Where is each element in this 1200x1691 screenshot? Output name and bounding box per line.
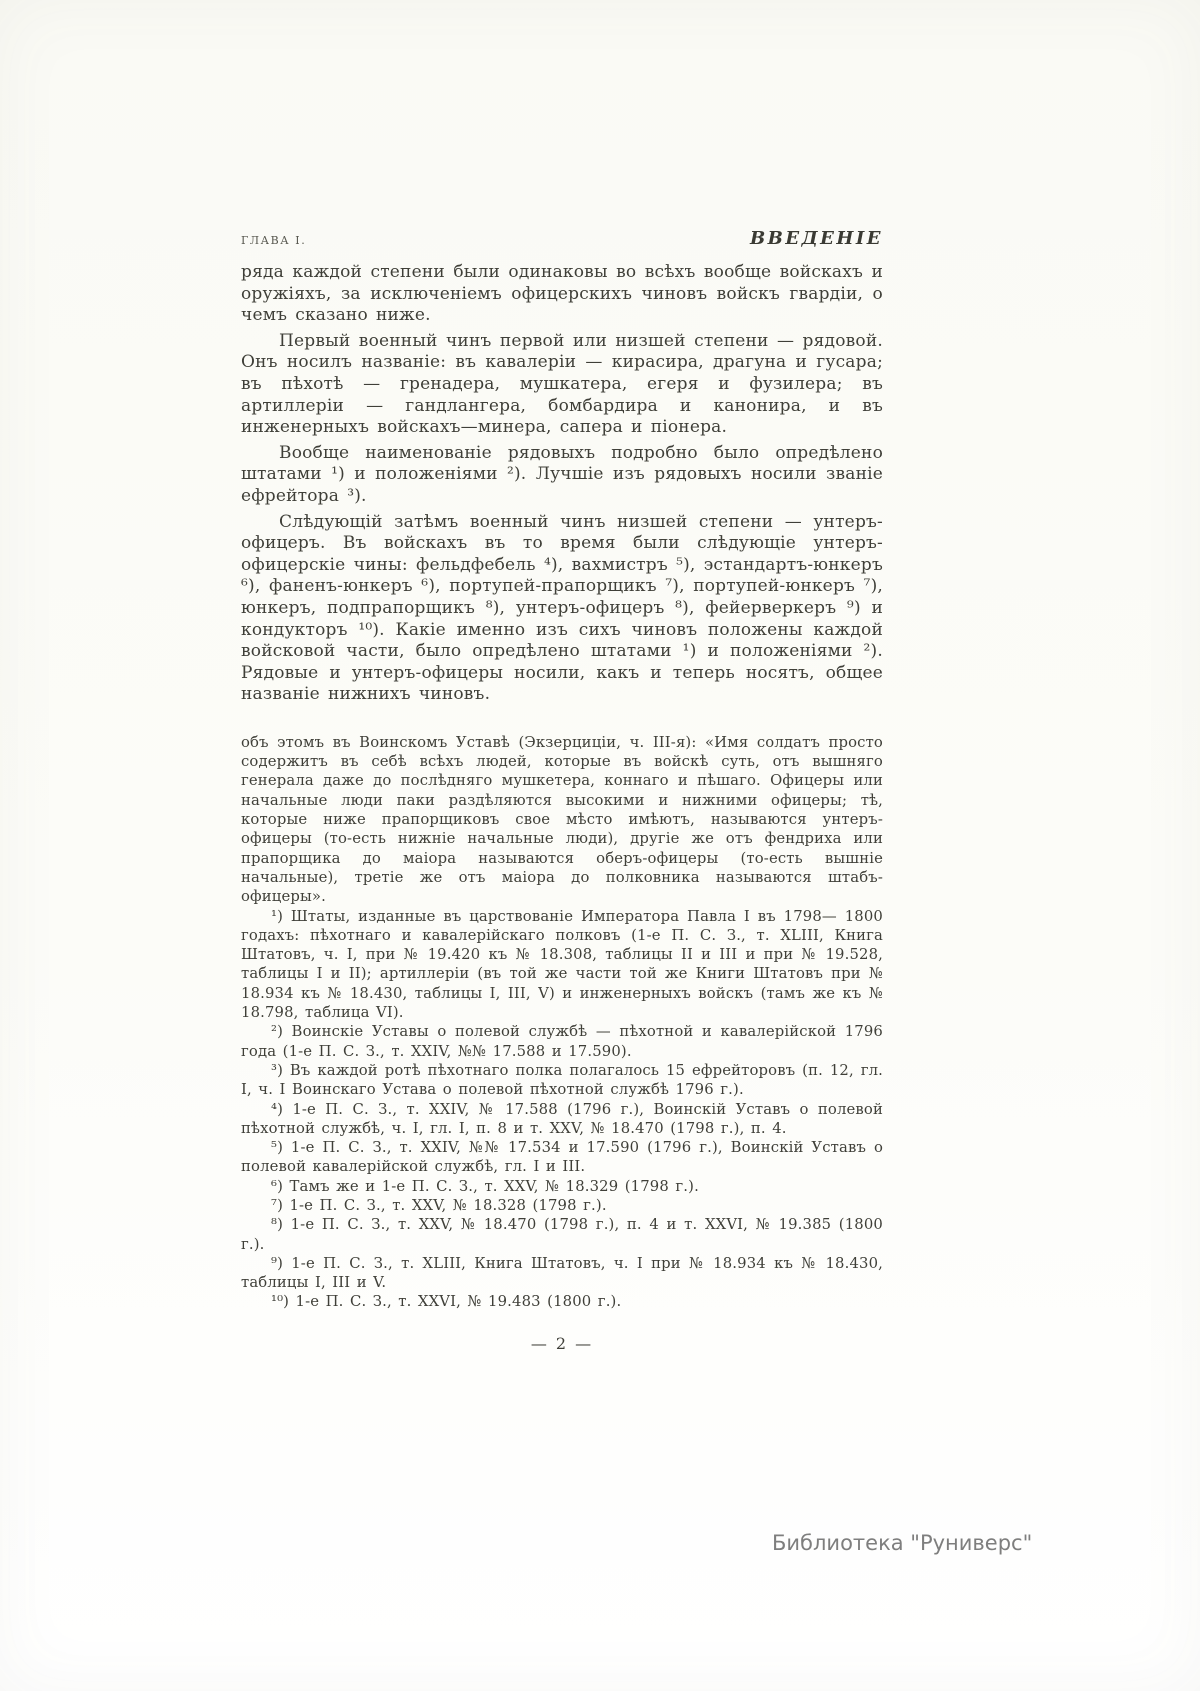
page-number: — 2 — <box>530 1333 594 1353</box>
footnote-item: ⁵) 1-е П. С. З., т. XXIV, №№ 17.534 и 17.590 (1796 г.), Воинскій Уставъ о полевой кавалерійской службѣ, гл. I и III. <box>241 1139 883 1176</box>
footnote-continuation: объ этомъ въ Воинскомъ Уставѣ (Экзерциціи, ч. III-я): «Имя солдатъ просто содержитъ въ себѣ всѣхъ людей, которые въ войскѣ суть, отъ вышняго генерала даже до послѣдняго мушкетера, коннаго и пѣшаго. Офицеры или начальные люди паки раздѣляются высокими и нижними офицеры; тѣ, которые ниже прапорщиковъ свое мѣсто имѣютъ, называются унтеръ-офицеры (то-есть нижніе начальные люди), другіе же отъ фендриха или прапорщика до маіора называются оберъ-офицеры (то-есть вышніе начальные), третіе же отъ маіора до полковника называются штабъ-офицеры». <box>241 733 883 906</box>
running-head-title: ВВЕДЕНІЕ <box>749 228 883 249</box>
paragraph: ряда каждой степени были одинаковы во всѣхъ вообще войскахъ и оружіяхъ, за исключеніемъ офицерскихъ чиновъ войскъ гвардіи, о чемъ сказано ниже. <box>241 262 883 326</box>
footnotes-block <box>241 733 883 1312</box>
footnote-item: ¹) Штаты, изданные въ царствованіе Императора Павла I въ 1798— 1800 годахъ: пѣхотнаго и кавалерійскаго полковъ (1-е П. С. З., т. XLIII, Книга Штатовъ, ч. I, при № 19.420 къ № 18.308, таблицы II и III и при № 19.528, таблицы I и II); артиллеріи (въ той же части той же Книги Штатовъ при № 18.934 къ № 18.430, таблицы I, III, V) и инженерныхъ войскъ (тамъ же къ № 18.798, таблица VI). <box>241 907 883 1022</box>
main-text <box>241 262 883 706</box>
watermark: Библиотека "Руниверс" <box>772 1531 1033 1555</box>
footnote-item: ¹⁰) 1-е П. С. З., т. XXVI, № 19.483 (1800 г.). <box>271 1293 622 1311</box>
paragraph: Первый военный чинъ первой или низшей степени — рядовой. Онъ носилъ названіе: въ кавалеріи — кирасира, драгуна и гусара; въ пѣхотѣ — гренадера, мушкатера, егеря и фузилера; въ артиллеріи — гандлангера, бомбардира и канонира, и въ инженерныхъ войскахъ—минера, сапера и піонера. <box>241 330 883 438</box>
footnote-item: ⁷) 1-е П. С. З., т. XXV, № 18.328 (1798 г.). <box>271 1197 607 1214</box>
text-block <box>241 228 883 1353</box>
footnote-item: ⁴) 1-е П. С. З., т. XXIV, № 17.588 (1796 г.), Воинскій Уставъ о полевой пѣхотной службѣ, ч. I, гл. I, п. 8 и т. XXV, № 18.470 (1798 г.), п. 4. <box>241 1100 883 1137</box>
paragraph: Слѣдующій затѣмъ военный чинъ низшей степени — унтеръ-офицеръ. Въ войскахъ въ то время были слѣдующіе унтеръ-офицерскіе чины: фельдфебель ⁴), вахмистръ ⁵), эстандартъ-юнкеръ ⁶), фаненъ-юнкеръ ⁶), портупей-прапорщикъ ⁷), портупей-юнкеръ ⁷), юнкеръ, подпрапорщикъ ⁸), унтеръ-офицеръ ⁸), фейерверкеръ ⁹) и кондукторъ ¹⁰). Какіе именно изъ сихъ чиновъ положены каждой войсковой части, было опредѣлено штатами ¹) и положеніями ²). Рядовые и унтеръ-офицеры носили, какъ и теперь носятъ, общее названіе нижнихъ чиновъ. <box>241 511 883 705</box>
footnote-item: ⁸) 1-е П. С. З., т. XXV, № 18.470 (1798 г.), п. 4 и т. XXVI, № 19.385 (1800 г.). <box>241 1216 883 1253</box>
footnote-item: ²) Воинскіе Уставы о полевой службѣ — пѣхотной и кавалерійской 1796 года (1-е П. С. З., т. XXIV, №№ 17.588 и 17.590). <box>241 1023 883 1060</box>
footnote-item: ³) Въ каждой ротѣ пѣхотнаго полка полагалось 15 ефрейторовъ (п. 12, гл. I, ч. I Воинскаго Устава о полевой пѣхотной службѣ 1796 г.). <box>241 1061 883 1099</box>
paragraph: Вообще наименованіе рядовыхъ подробно было опредѣлено штатами ¹) и положеніями ²). Лучшіе изъ рядовыхъ носили званіе ефрейтора ³). <box>241 442 883 506</box>
footnote-item: ⁹) 1-е П. С. З., т. XLIII, Книга Штатовъ, ч. I при № 18.934 къ № 18.430, таблицы I, III и V. <box>241 1254 883 1292</box>
running-head <box>241 228 883 249</box>
footnote-item: ⁶) Тамъ же и 1-е П. С. З., т. XXV, № 18.329 (1798 г.). <box>271 1177 699 1195</box>
running-head-chapter: ГЛАВА I. <box>241 234 307 247</box>
